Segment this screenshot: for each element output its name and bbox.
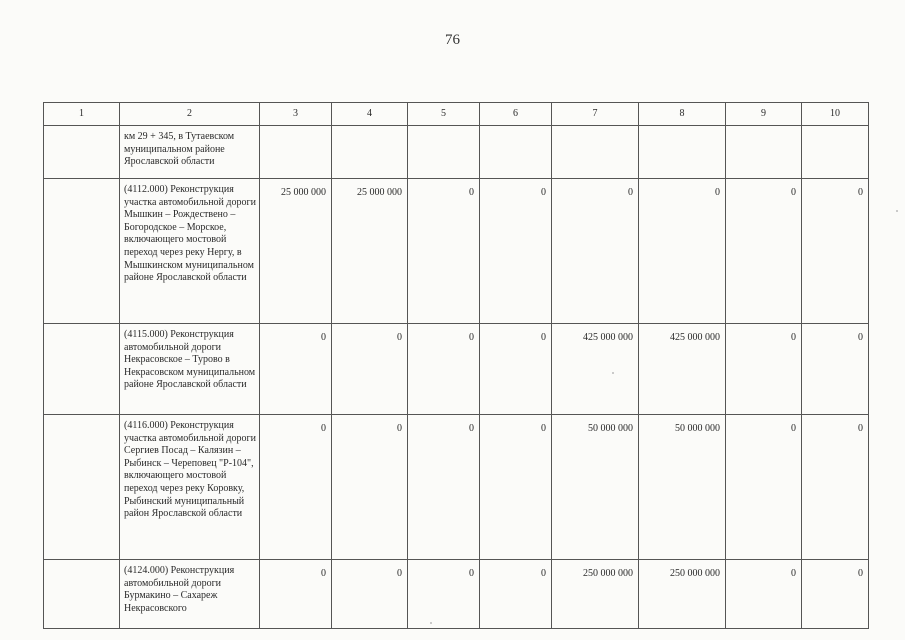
cell-value: 0: [802, 415, 869, 560]
cell-value: 0: [408, 415, 480, 560]
cell-value: 0: [408, 179, 480, 324]
cell-value: 0: [726, 415, 802, 560]
cell-description: км 29 + 345, в Тутаевском муниципальном районе Ярославской области: [120, 126, 260, 179]
cell-value: 250 000 000: [639, 560, 726, 629]
cell-value: 0: [639, 179, 726, 324]
cell-value: [639, 126, 726, 179]
cell-col1: [44, 560, 120, 629]
cell-value: [726, 126, 802, 179]
budget-table: [43, 102, 869, 629]
cell-value: 0: [260, 560, 332, 629]
scan-speck: [612, 372, 614, 374]
cell-value: [260, 126, 332, 179]
cell-value: 0: [802, 324, 869, 415]
column-header: 3: [260, 103, 332, 126]
cell-value: 50 000 000: [552, 415, 639, 560]
cell-value: 25 000 000: [332, 179, 408, 324]
cell-value: 0: [408, 324, 480, 415]
cell-description: (4124.000) Реконструкция автомобильной дороги Бурмакино – Сахареж Некрасовского: [120, 560, 260, 629]
cell-value: 0: [480, 415, 552, 560]
cell-value: 0: [726, 179, 802, 324]
table-row: [44, 324, 869, 415]
column-header: 9: [726, 103, 802, 126]
cell-col1: [44, 179, 120, 324]
cell-value: 0: [552, 179, 639, 324]
table-row: [44, 560, 869, 629]
cell-value: 0: [802, 560, 869, 629]
cell-value: 425 000 000: [552, 324, 639, 415]
page-number: 76: [445, 32, 460, 48]
cell-value: [408, 126, 480, 179]
cell-value: [552, 126, 639, 179]
column-header: 6: [480, 103, 552, 126]
cell-value: [332, 126, 408, 179]
column-header: 1: [44, 103, 120, 126]
cell-value: 0: [260, 324, 332, 415]
table-row: [44, 126, 869, 179]
column-header: 5: [408, 103, 480, 126]
header-row: [44, 103, 869, 126]
table-row: [44, 415, 869, 560]
cell-value: 50 000 000: [639, 415, 726, 560]
column-header: 2: [120, 103, 260, 126]
cell-description: (4115.000) Реконструкция автомобильной дороги Некрасовское – Турово в Некрасовском муниципальном районе Ярославской области: [120, 324, 260, 415]
cell-value: 0: [480, 179, 552, 324]
cell-value: [802, 126, 869, 179]
column-header: 10: [802, 103, 869, 126]
cell-value: 25 000 000: [260, 179, 332, 324]
cell-value: 0: [332, 415, 408, 560]
column-header: 7: [552, 103, 639, 126]
cell-value: 0: [480, 560, 552, 629]
cell-value: [480, 126, 552, 179]
cell-value: 0: [480, 324, 552, 415]
cell-col1: [44, 415, 120, 560]
cell-col1: [44, 324, 120, 415]
cell-value: 0: [408, 560, 480, 629]
cell-value: 0: [332, 560, 408, 629]
table-row: [44, 179, 869, 324]
cell-value: 0: [332, 324, 408, 415]
scan-speck: [896, 210, 898, 212]
cell-description: (4116.000) Реконструкция участка автомобильной дороги Сергиев Посад – Калязин – Рыбинск – Череповец "Р-104", включающего мостовой переход через реку Коровку, Рыбинский муниципальный район Ярославской области: [120, 415, 260, 560]
cell-value: 0: [726, 560, 802, 629]
cell-value: 0: [260, 415, 332, 560]
cell-description: (4112.000) Реконструкция участка автомобильной дороги Мышкин – Рождествено – Богородское – Морское, включающего мостовой переход через реку Нергу, в Мышкинском муниципальном районе Ярославской области: [120, 179, 260, 324]
scan-speck: [430, 622, 432, 624]
cell-value: 425 000 000: [639, 324, 726, 415]
column-header: 4: [332, 103, 408, 126]
cell-value: 0: [802, 179, 869, 324]
cell-value: 250 000 000: [552, 560, 639, 629]
cell-col1: [44, 126, 120, 179]
cell-value: 0: [726, 324, 802, 415]
column-header: 8: [639, 103, 726, 126]
